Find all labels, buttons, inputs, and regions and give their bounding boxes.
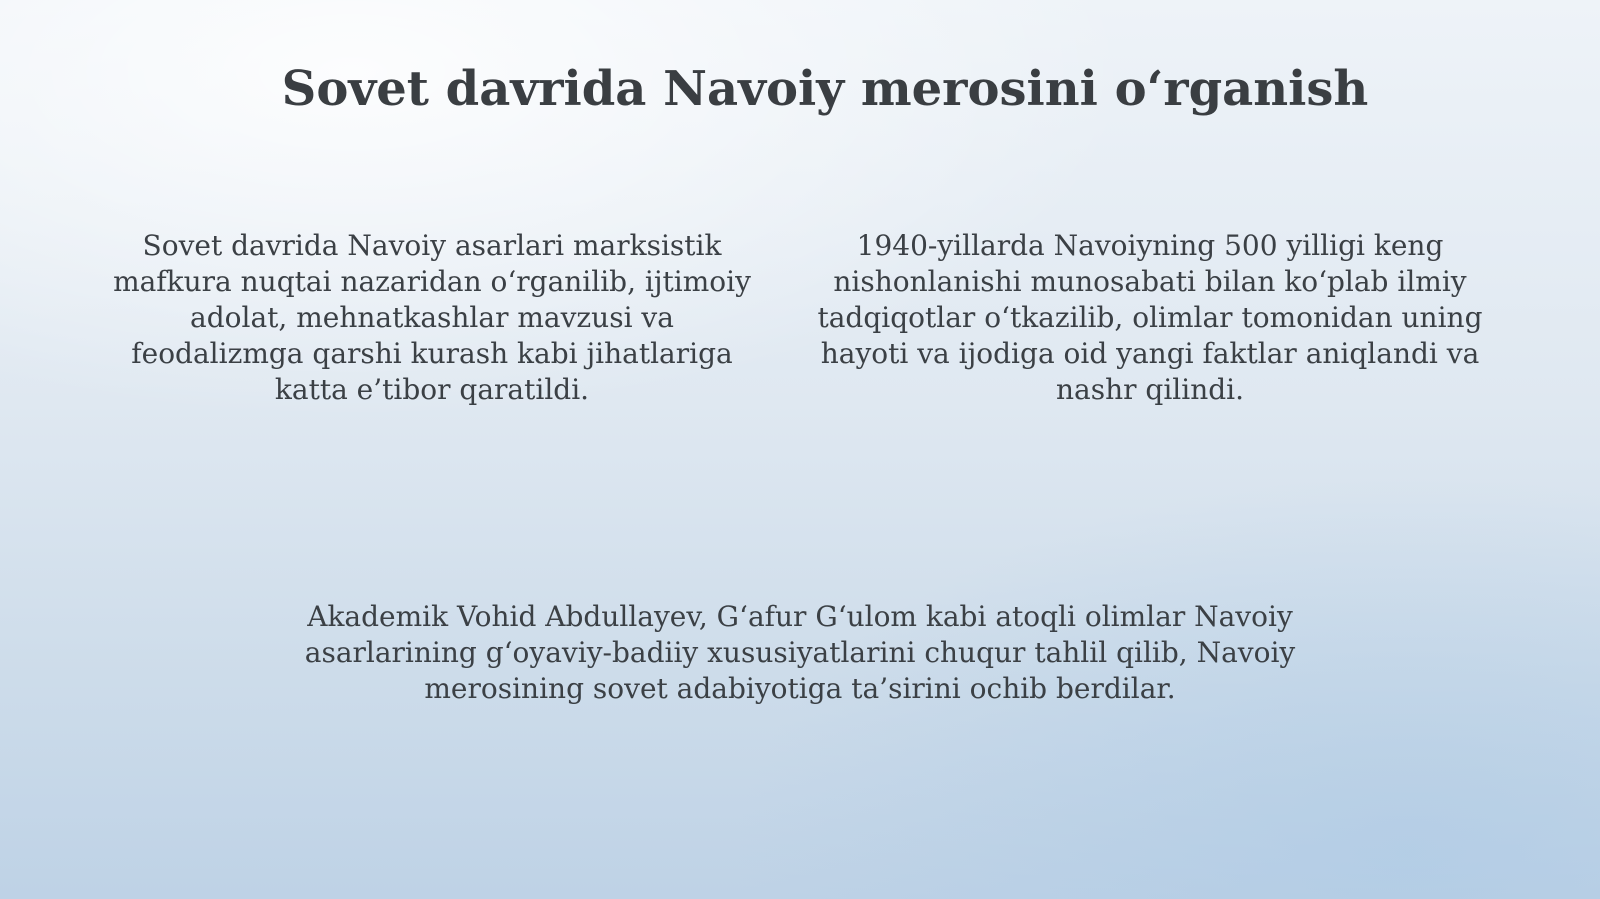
paragraph-scholars-analysis: Akademik Vohid Abdullayev, G‘afur G‘ulom kabi atoqli olimlar Navoiy asarlarining g‘oyaviy-badiiy xususiyatlarini chuqur tahlil qilib, Navoiy merosining sovet adabiyotiga ta’sirini ochib berdilar. [304,600,1296,705]
paragraph-marxist-ideology: Sovet davrida Navoiy asarlari marksistik mafkura nuqtai nazaridan o‘rganilib, ijtimoiy adolat, mehnatkashlar mavzusi va feodalizmga qarshi kurash kabi jihatlariga katta e’tibor qaratildi. [113,229,751,406]
paragraph-500th-anniversary: 1940-yillarda Navoiyning 500 yilligi keng nishonlanishi munosabati bilan ko‘plab ilmiy tadqiqotlar o‘tkazilib, olimlar tomonidan uning hayoti va ijodiga oid yangi faktlar aniqlandi va nashr qilindi. [817,229,1483,406]
slide-title: Sovet davrida Navoiy merosini o‘rganish [281,61,1369,117]
